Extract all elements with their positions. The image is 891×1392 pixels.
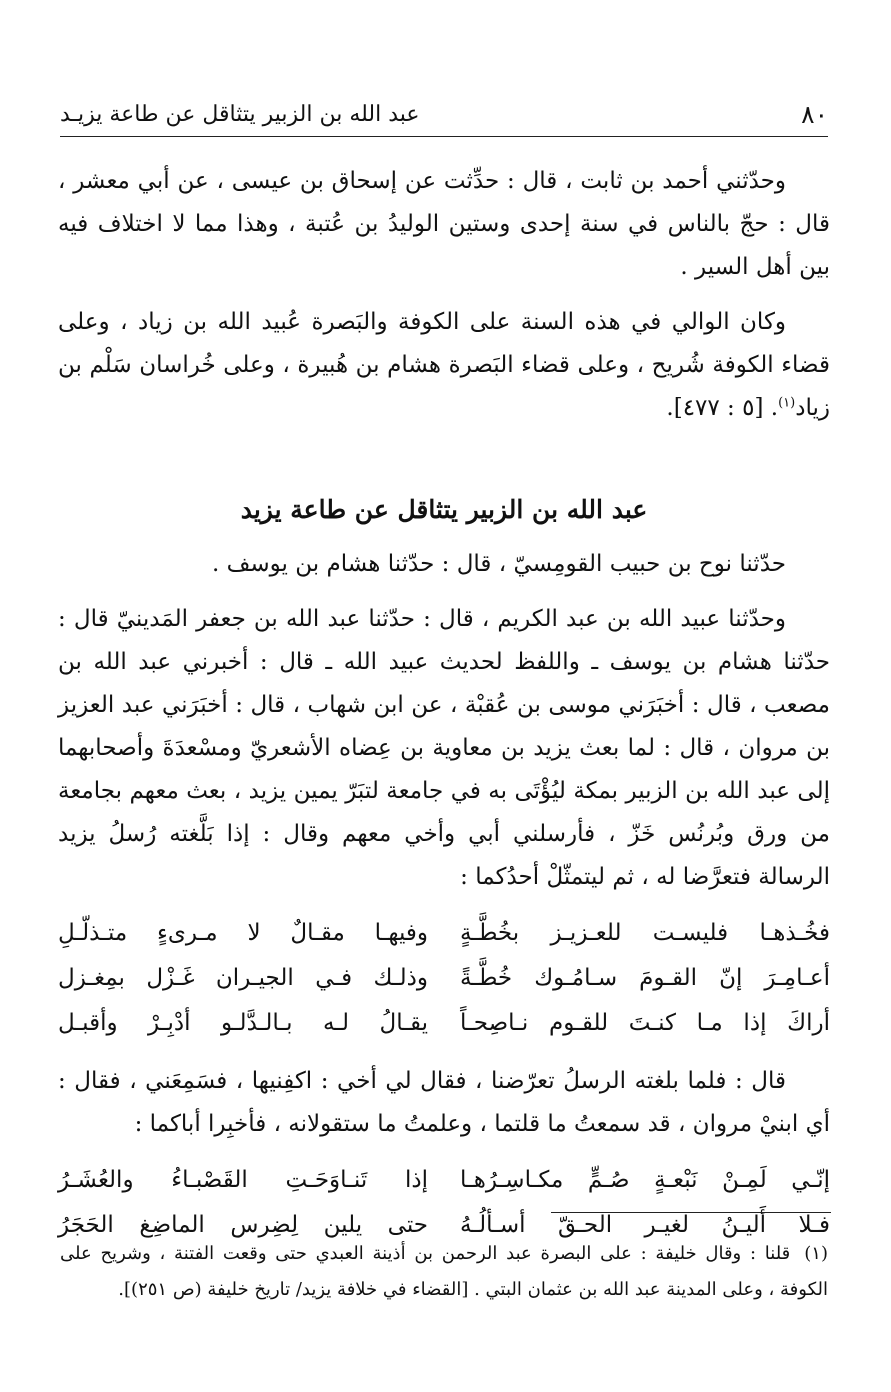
verse-line <box>58 956 830 1001</box>
verse-first-hemistich: فخُـذهـا فليسـت للعـزيـز بخُطَّـةٍ <box>460 920 830 946</box>
page-number: ٨٠ <box>801 99 828 129</box>
page-body <box>58 160 830 1262</box>
paragraph-intro: وحدّثني أحمد بن ثابت ، قال : حدِّثت عن إسحاق بن عيسى ، عن أبي معشر ، قال : حجّ بالناس في سنة إحدى وستين الوليدُ بن عُتبة ، وهذا مما لا اختلاف فيه بين أهل السير . <box>58 168 830 280</box>
verse-first-hemistich: أراكَ إذا مـا كنـتَ للقـوم نـاصِحـاً <box>460 1010 830 1036</box>
footnote-text: قلنا : وقال خليفة : على البصرة عبد الرحمن بن أذينة العبدي حتى وقعت الفتنة ، وشريح على الكوفة ، وعلى المدينة عبد الله بن عثمان البتي . [القضاء في خلافة يزيد/ تاريخ خليفة (ص ٢٥١)]. <box>60 1243 828 1300</box>
poem-block-2 <box>58 1158 830 1248</box>
verse-first-hemistich: أعـامِـرَ إنّ القـومَ سـامُـوك خُطَّـةً <box>460 965 830 991</box>
verse-second-hemistich: حتى يلين لِضِرس الماضِغ الحَجَرُ <box>58 1212 428 1238</box>
footnote <box>60 1236 828 1308</box>
paragraph-governors <box>58 301 830 430</box>
section-heading: عبد الله بن الزبير يتثاقل عن طاعة يزيد <box>240 495 648 524</box>
verse-second-hemistich: وذلـك فـي الجيـران غَـزْل بمِغـزل <box>58 965 428 991</box>
page-header <box>60 92 828 137</box>
verse-first-hemistich: إنّـي لَمِـنْ نَبْعـةٍ صُـمٍّ مكـاسِـرُهـا <box>460 1167 830 1193</box>
verse-line <box>58 1001 830 1046</box>
running-title: عبد الله بن الزبير يتثاقل عن طاعة يزيـد <box>60 101 420 127</box>
footnote-reference[interactable]: (١) <box>778 395 796 411</box>
poem-block-1 <box>58 911 830 1046</box>
footnote-number: (١) <box>804 1243 828 1264</box>
footnote-divider <box>551 1212 831 1213</box>
verse-line <box>58 911 830 956</box>
paragraph-reply: قال : فلما بلغته الرسلُ تعرّضنا ، فقال لي أخي : اكفِنيها ، فسَمِعَني ، فقال : أي ابنيْ مروان ، قد سمعتُ ما قلتما ، وعلمتُ ما ستقولانه ، فأخبِرا أباكما : <box>58 1068 830 1137</box>
paragraph-isnad: حدّثنا نوح بن حبيب القومِسيّ ، قال : حدّثنا هشام بن يوسف . <box>211 551 786 577</box>
verse-first-hemistich: فـلا أَليـنُ لغيـر الحـقّ أسـألُـهُ <box>460 1212 830 1238</box>
paragraph-governors-citation: . [٥ : ٤٧٧]. <box>666 395 779 421</box>
verse-second-hemistich: يقـالُ لـه بـالـدَّلـو أدْبِـرْ وأقبـل <box>58 1010 428 1036</box>
verse-line <box>58 1158 830 1203</box>
paragraph-governors-text: وكان الوالي في هذه السنة على الكوفة والبَصرة عُبيد الله بن زياد ، وعلى قضاء الكوفة شُريح ، وعلى قضاء البَصرة هشام بن هُبيرة ، وعلى خُراسان سَلْم بن زياد <box>58 309 830 421</box>
verse-second-hemistich: وفيهـا مقـالٌ لا مـرىءٍ متـذلّـلِ <box>58 920 428 946</box>
verse-second-hemistich: إذا تَنـاوَحَـتِ القَصْبـاءُ والعُشَـرُ <box>58 1167 428 1193</box>
paragraph-narration: وحدّثنا عبيد الله بن عبد الكريم ، قال : حدّثنا عبد الله بن جعفر المَدينيّ قال : حدّثنا هشام بن يوسف ـ واللفظ لحديث عبيد الله ـ قال : أخبرني عبد الله بن مصعب ، قال : أخبَرَني موسى بن عُقبْة ، عن ابن شهاب ، قال : أخبَرَني عبد العزيز بن مروان ، قال : لما بعث يزيد بن معاوية بن عِضاه الأشعريّ ومسْعدَةَ وأصحابهما إلى عبد الله بن الزبير بمكة ليُؤْتَى به في جامعة لتبَرّ يمين يزيد ، بعث معهم بجامعة من ورق وبُرنُس خَزّ ، فأرسلني أبي وأخي معهم وقال : إذا بَلَّغته رُسلُ يزيد الرسالة فتعرَّضا له ، ثم ليتمثّلْ أحدُكما : <box>58 606 830 890</box>
